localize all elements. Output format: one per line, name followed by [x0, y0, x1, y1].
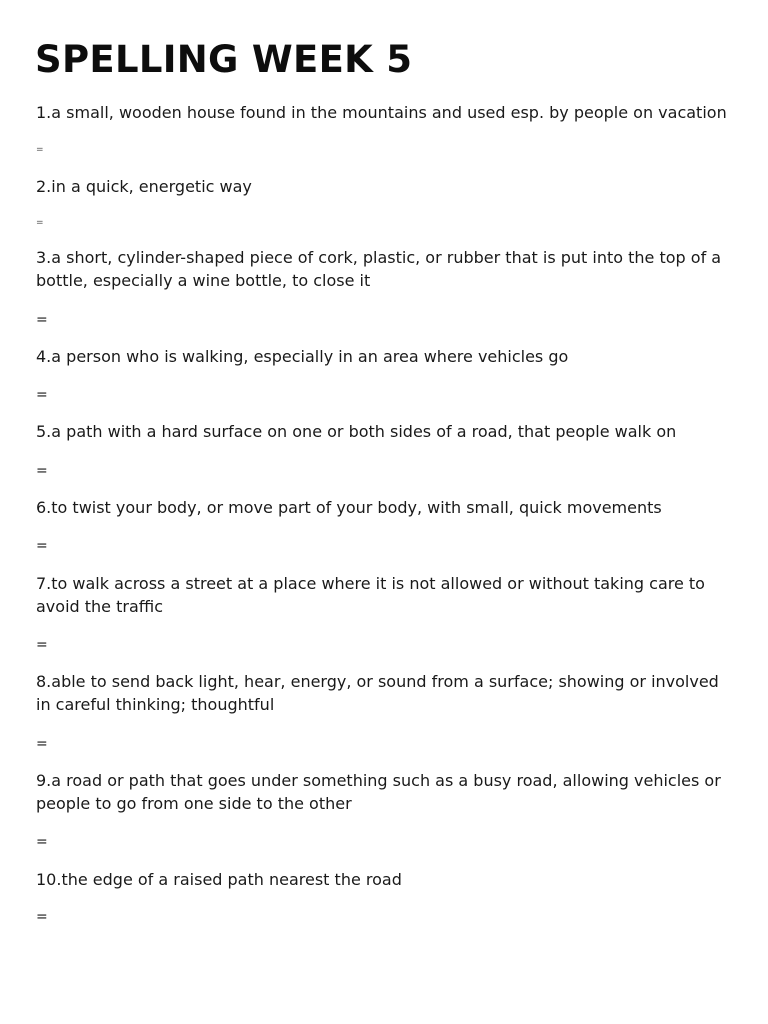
answer-marker-10: =	[36, 909, 48, 925]
answer-marker-7: =	[36, 637, 48, 653]
answer-marker-9: =	[36, 834, 48, 850]
answer-marker-3: =	[36, 312, 48, 328]
question-1: 1.a small, wooden house found in the mountains and used esp. by people on vacation	[36, 103, 727, 122]
answer-marker-1: =	[36, 145, 44, 155]
question-2: 2.in a quick, energetic way	[36, 177, 252, 196]
answer-marker-6: =	[36, 538, 48, 554]
question-5: 5.a path with a hard surface on one or both sides of a road, that people walk on	[36, 422, 677, 441]
answer-marker-8: =	[36, 736, 48, 752]
question-6: 6.to twist your body, or move part of your body, with small, quick movements	[36, 498, 662, 517]
page-title: SPELLING WEEK 5	[35, 38, 413, 81]
question-8: 8.able to send back light, hear, energy, or sound from a surface; showing or involved in careful thinking; thoughtful	[36, 672, 719, 714]
answer-marker-5: =	[36, 463, 48, 479]
question-7: 7.to walk across a street at a place where it is not allowed or without taking care to avoid the traffic	[36, 574, 705, 616]
answer-marker-2: =	[36, 218, 44, 228]
question-9: 9.a road or path that goes under something such as a busy road, allowing vehicles or people to go from one side to the other	[36, 771, 721, 813]
question-3: 3.a short, cylinder-shaped piece of cork, plastic, or rubber that is put into the top of a bottle, especially a wine bottle, to close it	[36, 248, 722, 290]
question-4: 4.a person who is walking, especially in an area where vehicles go	[36, 347, 569, 366]
question-10: 10.the edge of a raised path nearest the road	[36, 870, 402, 889]
answer-marker-4: =	[36, 387, 48, 403]
